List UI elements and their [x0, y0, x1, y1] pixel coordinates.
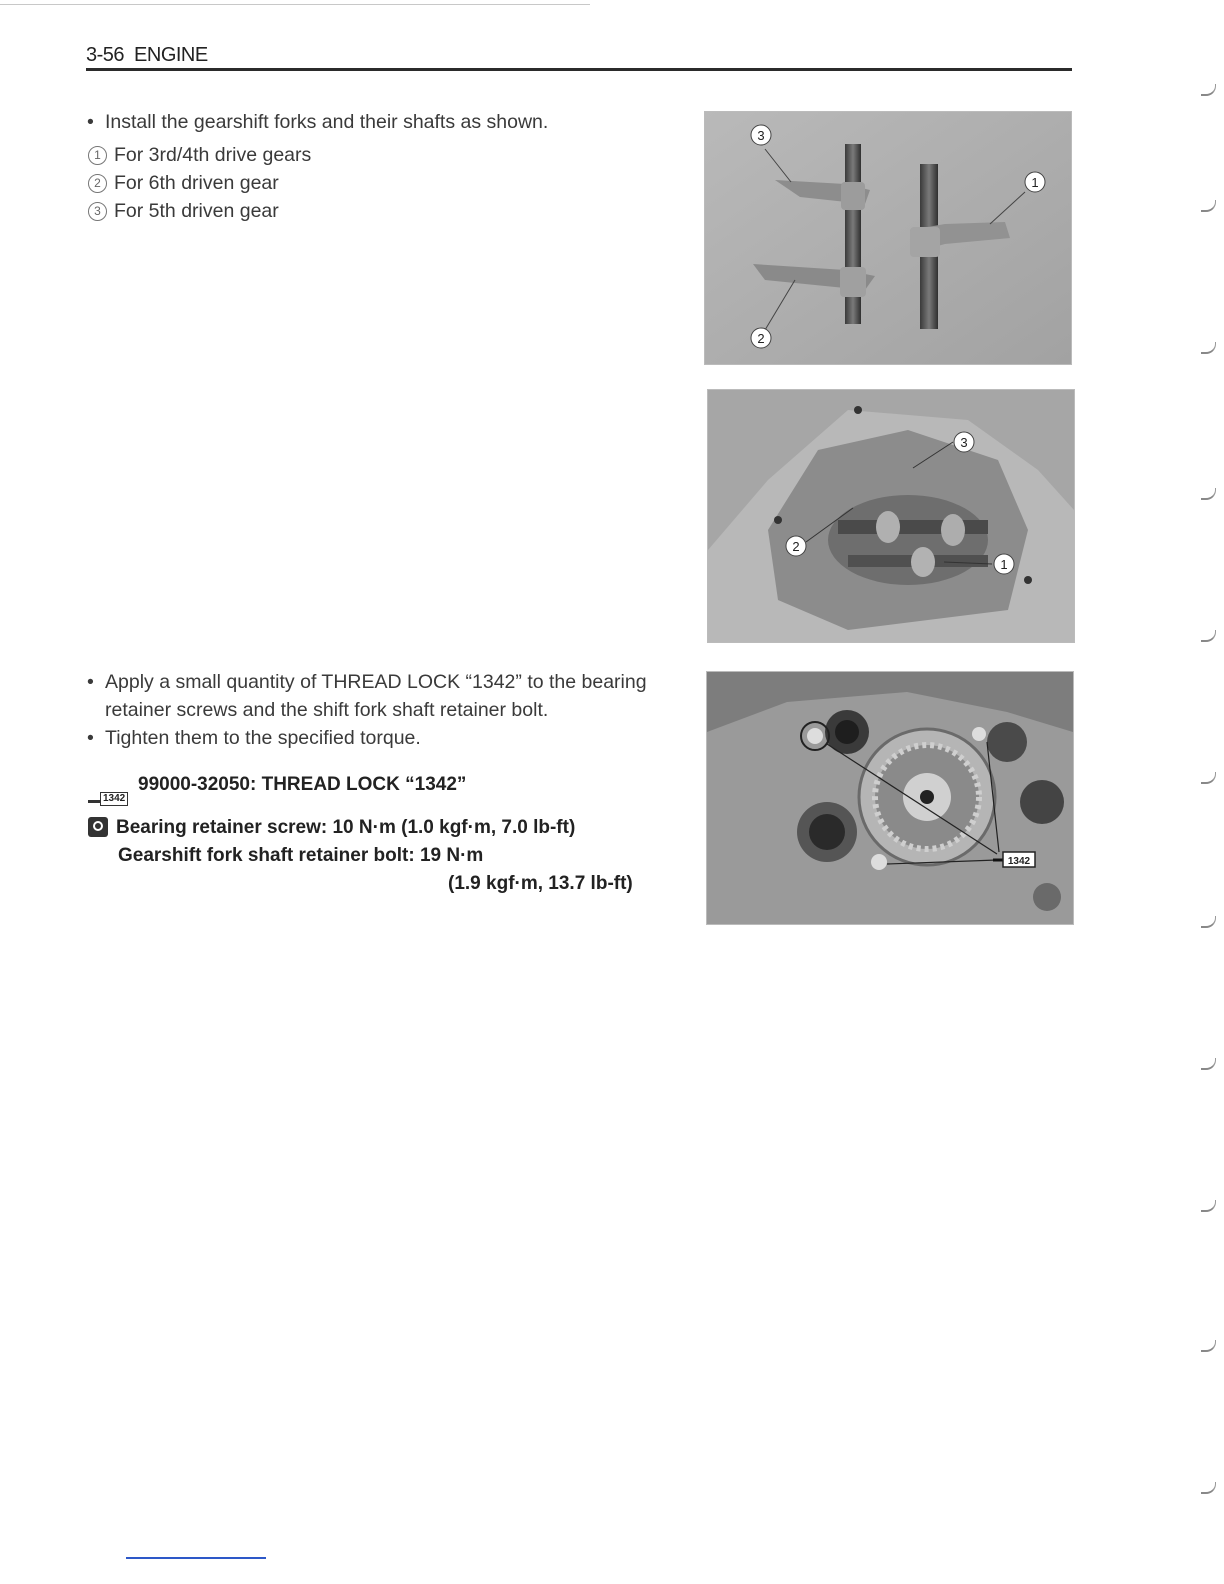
callout-number: 2 — [88, 174, 107, 193]
page-header — [86, 44, 208, 67]
bearing-retainer-photo — [706, 671, 1074, 925]
gearshift-forks-photo — [704, 111, 1072, 365]
torque-wrench-icon — [88, 817, 108, 837]
install-forks-instruction: • Install the gearshift forks and their shafts as shown. — [105, 108, 548, 136]
photo1-callout-2: 2 — [757, 331, 765, 346]
tighten-instruction: • Tighten them to the specified torque. — [105, 724, 421, 752]
thread-lock-spec — [88, 771, 467, 804]
torque-spec-3: (1.9 kgf·m, 13.7 lb-ft) — [448, 873, 633, 894]
thread-lock-badge: 1342 — [100, 792, 128, 806]
scan-edge-marks — [1190, 0, 1224, 1584]
photo3-thread-lock-badge: 1342 — [1007, 856, 1031, 867]
crankcase-forks-photo — [707, 389, 1075, 643]
thread-lock-instruction-line2: retainer screws and the shift fork shaft retainer bolt. — [105, 699, 549, 721]
callout-number: 3 — [88, 202, 107, 221]
torque-spec-1 — [88, 814, 575, 842]
photo2-callout-1: 1 — [1000, 557, 1008, 572]
section-title: ENGINE — [134, 44, 208, 66]
torque-spec-1-text: Bearing retainer screw: 10 N·m (1.0 kgf·m, 7.0 lb-ft) — [116, 817, 576, 838]
footer-line — [126, 1557, 266, 1559]
callout-number: 1 — [88, 146, 107, 165]
photo1-callout-3: 3 — [757, 128, 765, 143]
thread-lock-instruction — [105, 668, 647, 724]
list-item-text: For 6th driven gear — [114, 172, 279, 194]
thread-lock-spec-text: 99000-32050: THREAD LOCK “1342” — [138, 774, 467, 795]
photo1-callout-1: 1 — [1031, 175, 1039, 190]
page-number: 3-56 — [86, 44, 125, 66]
list-item — [88, 197, 279, 225]
list-item — [88, 169, 279, 197]
list-item — [88, 141, 311, 169]
top-scan-line — [0, 4, 590, 5]
thread-lock-instruction-line1: • Apply a small quantity of THREAD LOCK “1342” to the bearing — [105, 671, 647, 693]
torque-spec-2: Gearshift fork shaft retainer bolt: 19 N·m — [118, 845, 484, 866]
photo2-callout-2: 2 — [792, 539, 800, 554]
list-item-text: For 3rd/4th drive gears — [114, 144, 312, 166]
photo2-callout-3: 3 — [960, 435, 968, 450]
list-item-text: For 5th driven gear — [114, 200, 279, 222]
header-rule — [86, 68, 1072, 71]
